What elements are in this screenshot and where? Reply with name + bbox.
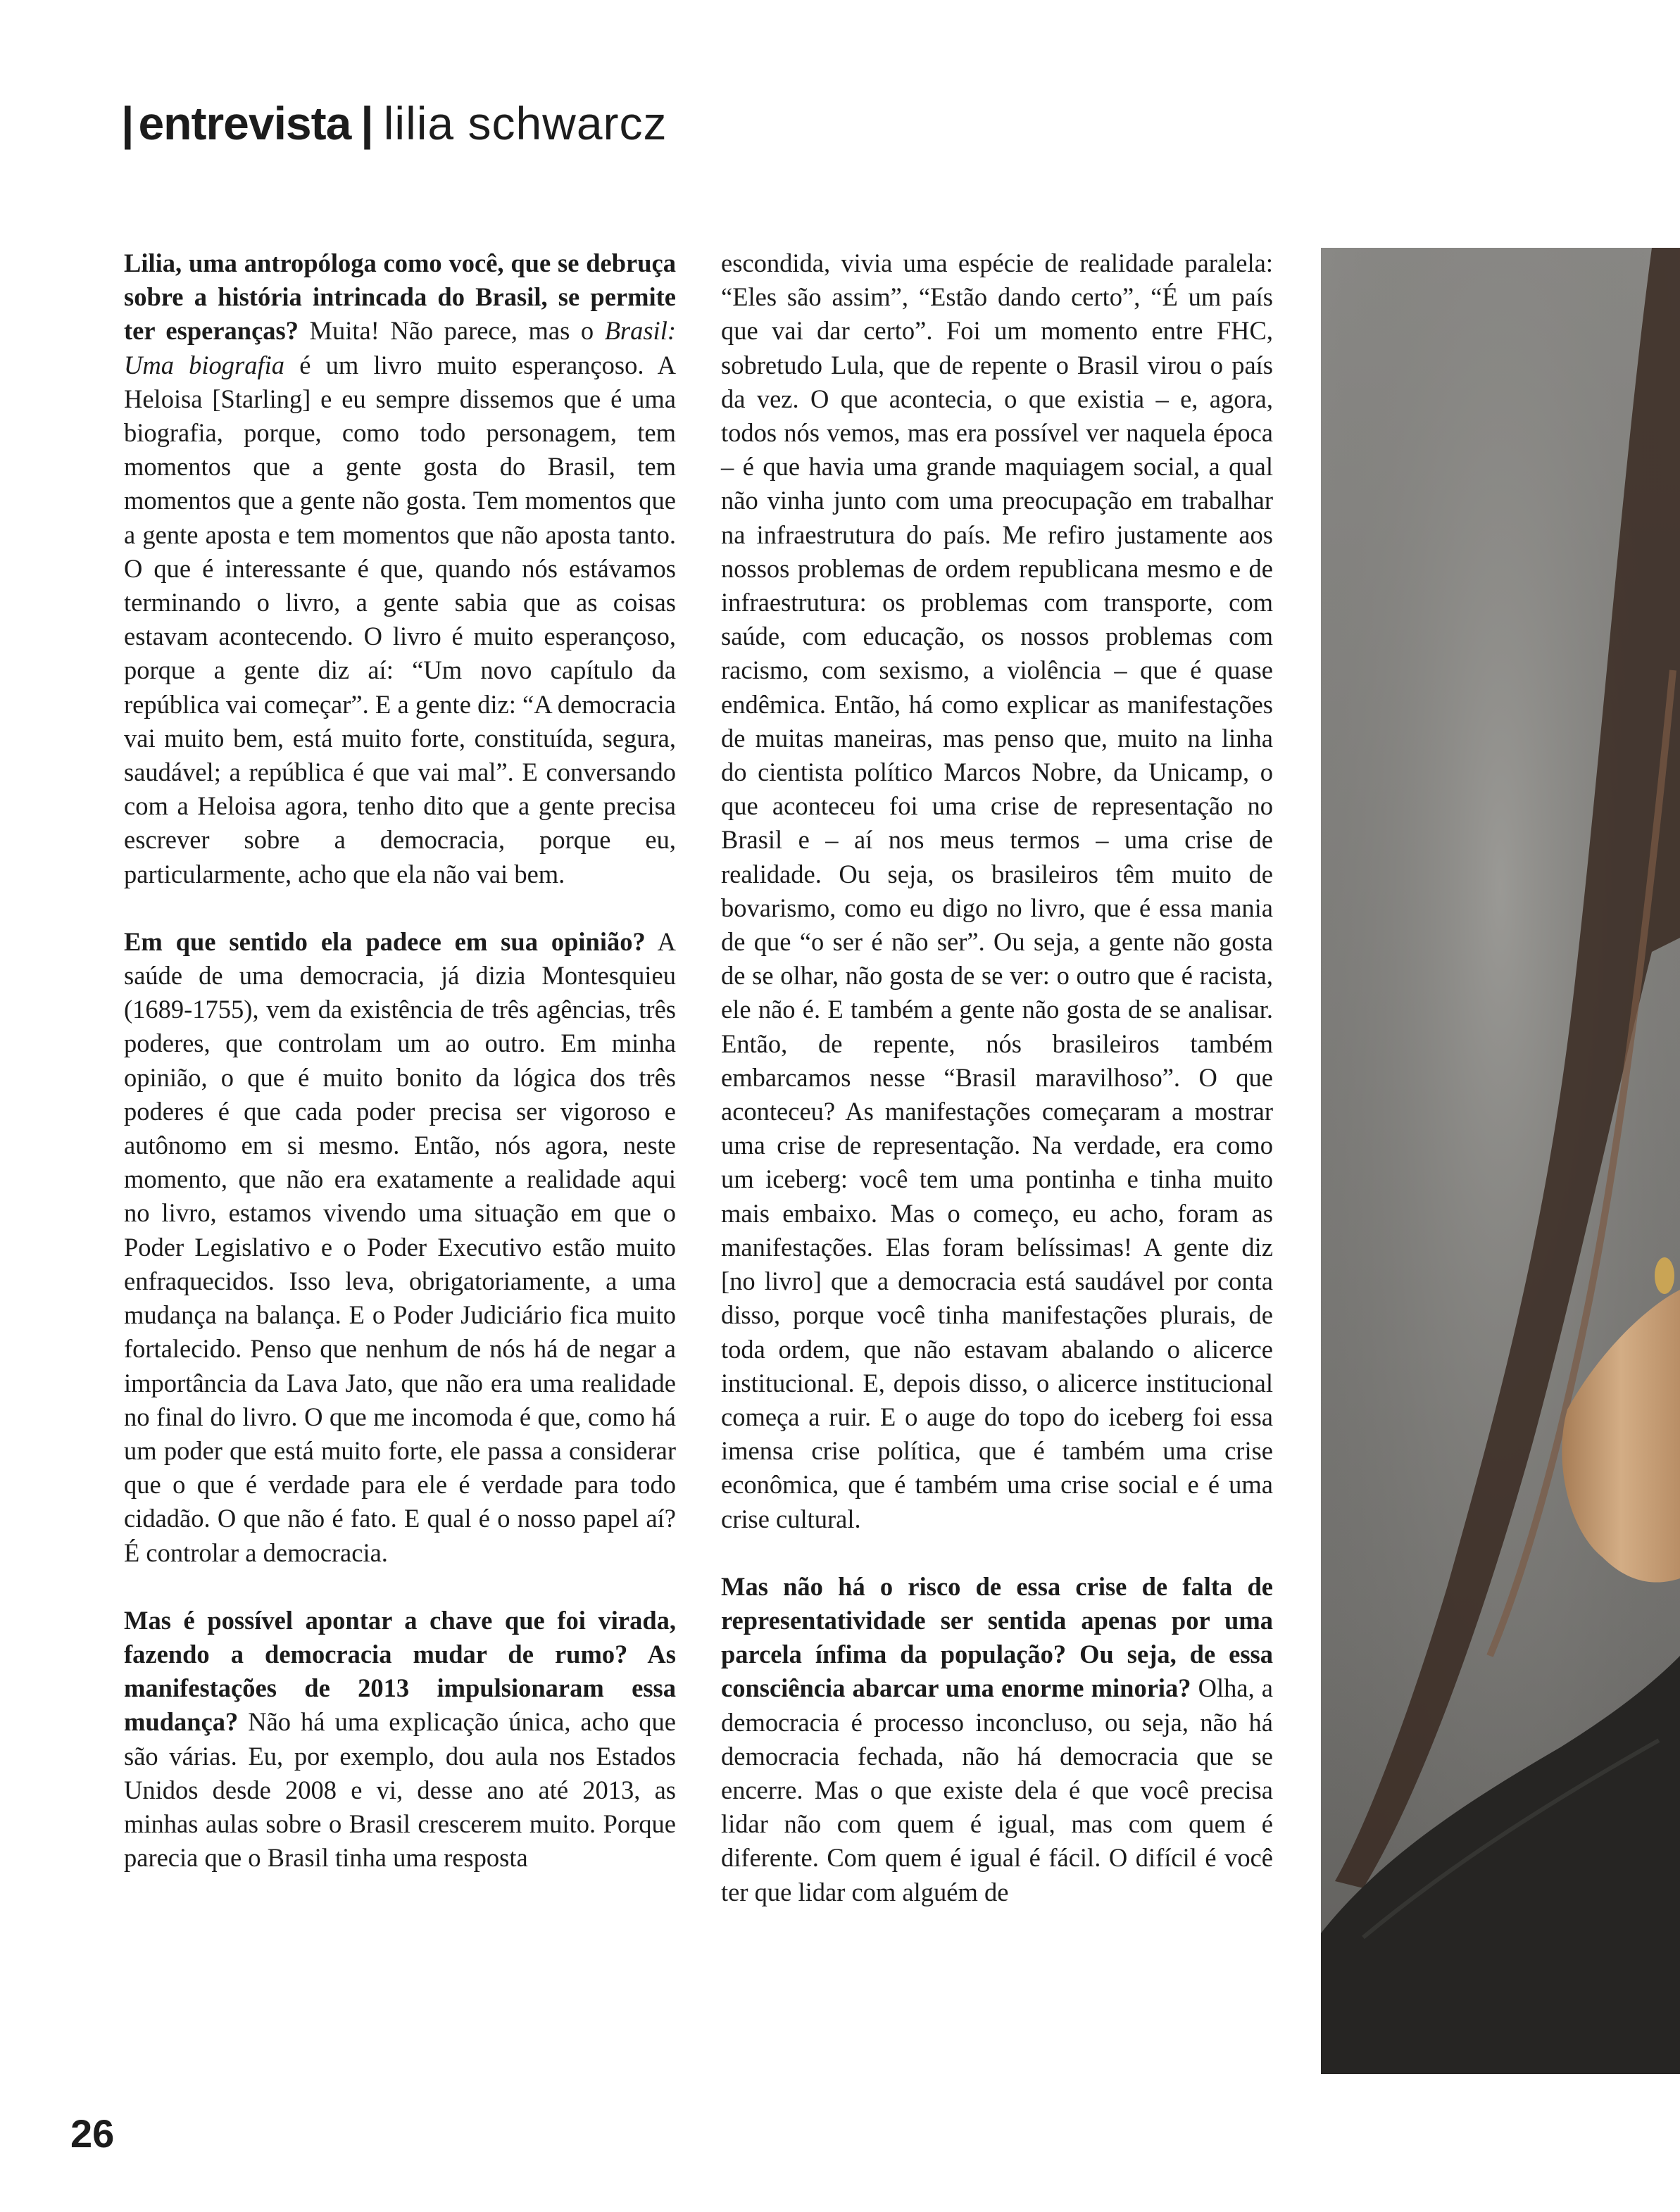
book-title: Brasil: Uma biografia (124, 316, 676, 379)
answer: Não há uma explicação única, acho que são várias. Eu, por exemplo, dou aula nos Estados Unidos desde 2008 e vi, desse ano até 2013, as minhas aulas sobre o Brasil crescerem muito. Porque parecia que o Brasil tinha uma resposta (124, 1707, 676, 1873)
interviewee-name: lilia schwarcz (383, 97, 667, 149)
section-label: entrevista (138, 97, 351, 149)
answer-continuation (721, 246, 1273, 1536)
section-header (121, 97, 667, 149)
qa-block (721, 1570, 1273, 1909)
answer: é um livro muito esperançoso. A Heloisa [Starling] e eu sempre dissemos que é uma biografia, porque, como todo personagem, tem momentos que a gente gosta do Brasil, tem momentos que a gente não gosta. Tem momentos que a gente aposta e tem momentos que não aposta tanto. O que é interessante é que, quando nós estávamos terminando o livro, a gente sabia que as coisas estavam acontecendo. O livro é muito esperançoso, porque a gente diz aí: “Um novo capítulo da república vai começar”. E a gente diz: “A democracia vai muito bem, está muito forte, constituída, segura, saudável; a república é que vai mal”. E conversando com a Heloisa agora, tenho dito que a gente precisa escrever sobre a democracia, porque eu, particularmente, acho que ela não vai bem. (124, 350, 676, 888)
answer: A saúde de uma democracia, já dizia Montesquieu (1689-1755), vem da existência de três agências, três poderes, que controlam um ao outro. Em minha opinião, o que é muito bonito da lógica dos três poderes é que cada poder precisa ser vigoroso e autônomo em si mesmo. Então, nós agora, neste momento, que não era exatamente a realidade aqui no livro, estamos vivendo uma situação em que o Poder Legislativo e o Poder Executivo estão muito enfraquecidos. Isso leva, obrigatoriamente, a uma mudança na balança. E o Poder Judiciário fica muito fortalecido. Penso que nenhum de nós há de negar a importância da Lava Jato, que não era uma realidade no final do livro. O que me incomoda é que, como há um poder que está muito forte, ele passa a considerar que o que é verdade para ele é verdade para todo cidadão. O que não é fato. E qual é o nosso papel aí? É controlar a democracia. (124, 926, 676, 1567)
answer: Muita! Não parece, mas o (298, 316, 605, 346)
earring (1655, 1257, 1674, 1294)
question: Mas não há o risco de essa crise de falta de representatividade ser sentida apenas por uma parcela ínfima da população? Ou seja, de essa consciência abarcar uma enorme minoria? (721, 1571, 1273, 1703)
portrait-photo (1321, 248, 1680, 2074)
header-bar: | (121, 97, 134, 149)
right-column (721, 246, 1273, 1943)
qa-block (124, 246, 676, 891)
header-separator: | (361, 97, 374, 149)
question: Em que sentido ela padece em sua opinião? (124, 926, 646, 956)
answer: Olha, a democracia é processo inconcluso, ou seja, não há democracia fechada, não há democracia que se encerre. Mas o que existe dela é que você precisa lidar não com quem é igual, mas com quem é diferente. Com quem é igual é fácil. O difícil é você ter que lidar com alguém de (721, 1673, 1273, 1906)
question: Mas é possível apontar a chave que foi virada, fazendo a democracia mudar de rumo? As manifestações de 2013 impulsionaram essa mudança? (124, 1605, 676, 1737)
answer: escondida, vivia uma espécie de realidade paralela: “Eles são assim”, “Estão dando certo”, “É um país que vai dar certo”. Foi um momento entre FHC, sobretudo Lula, que de repente o Brasil virou o país da vez. O que acontecia, o que existia – e, agora, todos nós vemos, mas era possível ver naquela época – é que havia uma grande maquiagem social, a qual não vinha junto com uma preocupação em trabalhar na infraestrutura do país. Me refiro justamente aos nossos problemas de ordem republicana mesmo e de infraestrutura: os problemas com transporte, com saúde, com educação, os nossos problemas com racismo, com sexismo, a violência – que é quase endêmica. Então, há como explicar as manifestações de muitas maneiras, mas penso que, muito na linha do cientista político Marcos Nobre, da Unicamp, o que aconteceu foi uma crise de representação no Brasil e – aí nos meus termos – uma crise de realidade. Ou seja, os brasileiros têm muito de bovarismo, como eu digo no livro, que é essa mania de que “o ser é não ser”. Ou seja, a gente não gosta de se olhar, não gosta de se ver: o outro que é racista, ele não é. E também a gente não gosta de se analisar. Então, de repente, nós brasileiros também embarcamos nesse “Brasil maravilhoso”. O que aconteceu? As manifestações começaram a mostrar uma crise de representação. Na verdade, era como um iceberg: você tem uma pontinha e tinha muito mais embaixo. Mas o começo, eu acho, foram as manifestações. Elas foram belíssimas! A gente diz [no livro] que a democracia está saudável por conta disso, porque você tinha manifestações plurais, de toda ordem, que não estavam abalando o alicerce institucional. E, depois disso, o alicerce institucional começa a ruir. E o auge do topo do iceberg foi essa imensa crise política, que é também uma crise econômica, que é também uma crise social e é uma crise cultural. (721, 249, 1273, 1533)
page-number: 26 (70, 2111, 115, 2156)
left-column (124, 246, 676, 1909)
question: Lilia, uma antropóloga como você, que se debruça sobre a história intrincada do Brasil, se permite ter esperanças? (124, 249, 676, 346)
portrait-illustration (1321, 248, 1680, 2074)
qa-block (124, 1604, 676, 1875)
qa-block (124, 925, 676, 1570)
